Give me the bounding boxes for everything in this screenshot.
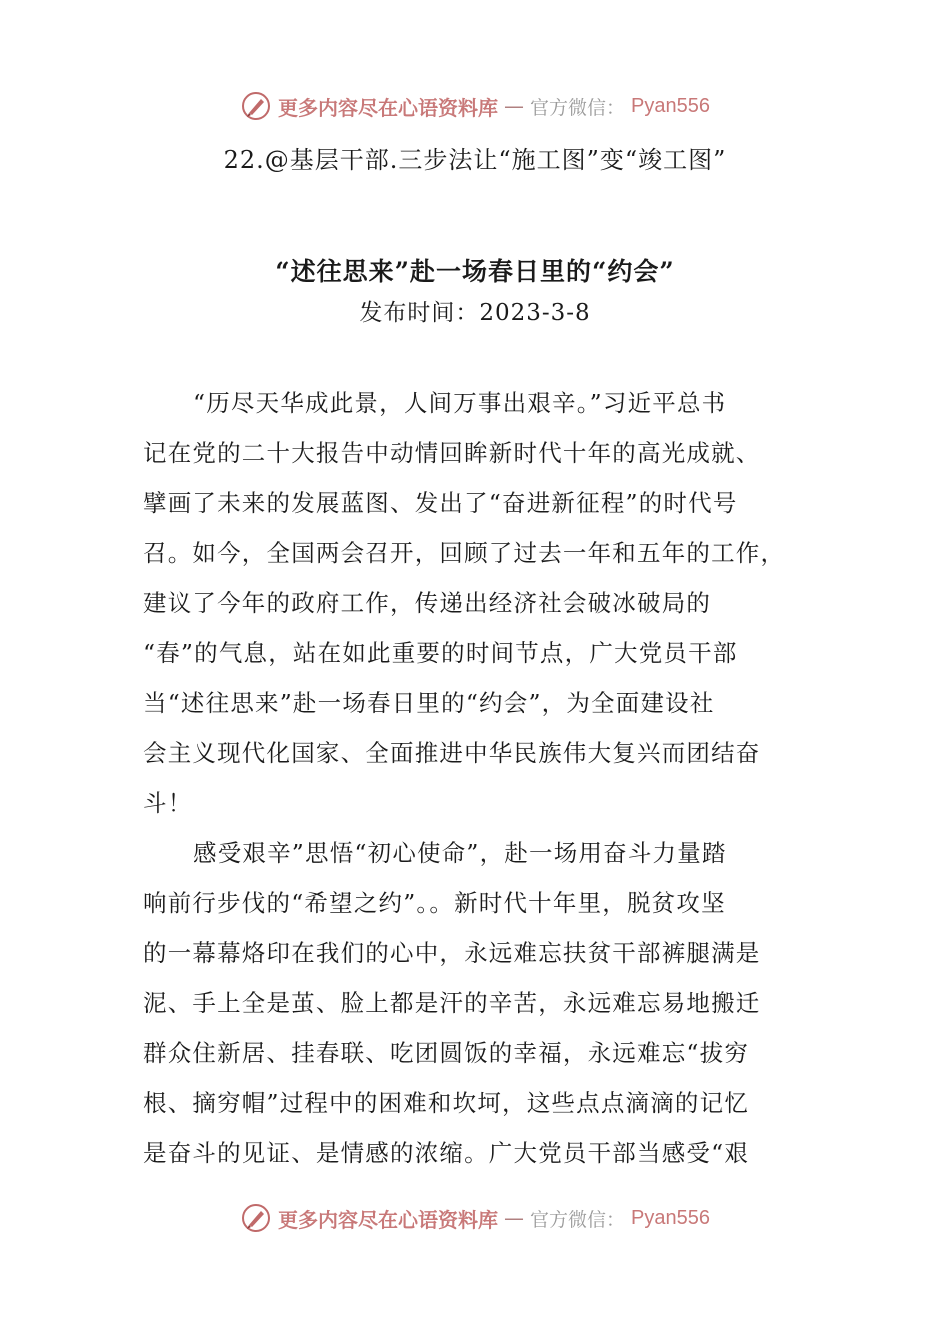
- body-line: 记在党的二十大报告中动情回眸新时代十年的高光成就、: [143, 439, 761, 467]
- watermark-main-text: 更多内容尽在心语资料库: [278, 95, 498, 120]
- watermark-main-text: 更多内容尽在心语资料库: [278, 1207, 498, 1232]
- body-line: 是奋斗的见证、是情感的浓缩。广大党员干部当感受“艰: [143, 1139, 750, 1167]
- body-line: 的一幕幕烙印在我们的心中，永远难忘扶贫干部裤腿满是: [143, 939, 761, 967]
- body-line: 根、摘穷帽”过程中的困难和坎坷，这些点点滴滴的记忆: [143, 1089, 750, 1117]
- watermark-wechat-label: 官方微信：: [530, 96, 626, 119]
- header-item: 22.@基层干部.三步法让“施工图”变“竣工图”: [223, 146, 727, 174]
- watermark-wechat-id: Pyan556: [631, 94, 710, 117]
- watermark-wechat-label: 官方微信：: [530, 1208, 626, 1231]
- body-line: 响前行步伐的“希望之约”。。新时代十年里，脱贫攻坚: [143, 889, 726, 917]
- body-line: 当“述往思来”赴一场春日里的“约会”，为全面建设社: [143, 689, 715, 717]
- body-line: “春”的气息，站在如此重要的时间节点，广大党员干部: [143, 639, 738, 667]
- body-line: “历尽天华成此景，人间万事出艰辛。”习近平总书: [193, 389, 727, 417]
- article-body: [143, 378, 793, 1178]
- watermark-top: [0, 86, 950, 126]
- pen-logo-icon: [240, 1202, 272, 1234]
- body-line: 泥、手上全是茧、脸上都是汗的辛苦，永远难忘易地搬迁: [143, 989, 761, 1017]
- watermark-separator: —: [504, 1206, 524, 1230]
- watermark-bottom: [0, 1198, 950, 1238]
- body-line: 召。如今，全国两会召开，回顾了过去一年和五年的工作，: [143, 539, 786, 567]
- body-line: 建议了今年的政府工作，传递出经济社会破冰破局的: [143, 589, 712, 617]
- body-line: 会主义现代化国家、全面推进中华民族伟大复兴而团结奋: [143, 739, 761, 767]
- body-line: 感受艰辛”思悟“初心使命”，赴一场用奋斗力量踏: [193, 839, 727, 867]
- watermark-wechat-id: Pyan556: [631, 1206, 710, 1229]
- body-line: 斗！: [143, 789, 193, 817]
- pen-logo-icon: [240, 90, 272, 122]
- publish-time: 发布时间：2023-3-8: [359, 300, 591, 326]
- body-line: 群众住新居、挂春联、吃团圆饭的幸福，永远难忘“拔穷: [143, 1039, 750, 1067]
- body-line: 擘画了未来的发展蓝图、发出了“奋进新征程”的时代号: [143, 489, 738, 517]
- article-title: “述往思来”赴一场春日里的“约会”: [275, 257, 675, 286]
- watermark-separator: —: [504, 94, 524, 118]
